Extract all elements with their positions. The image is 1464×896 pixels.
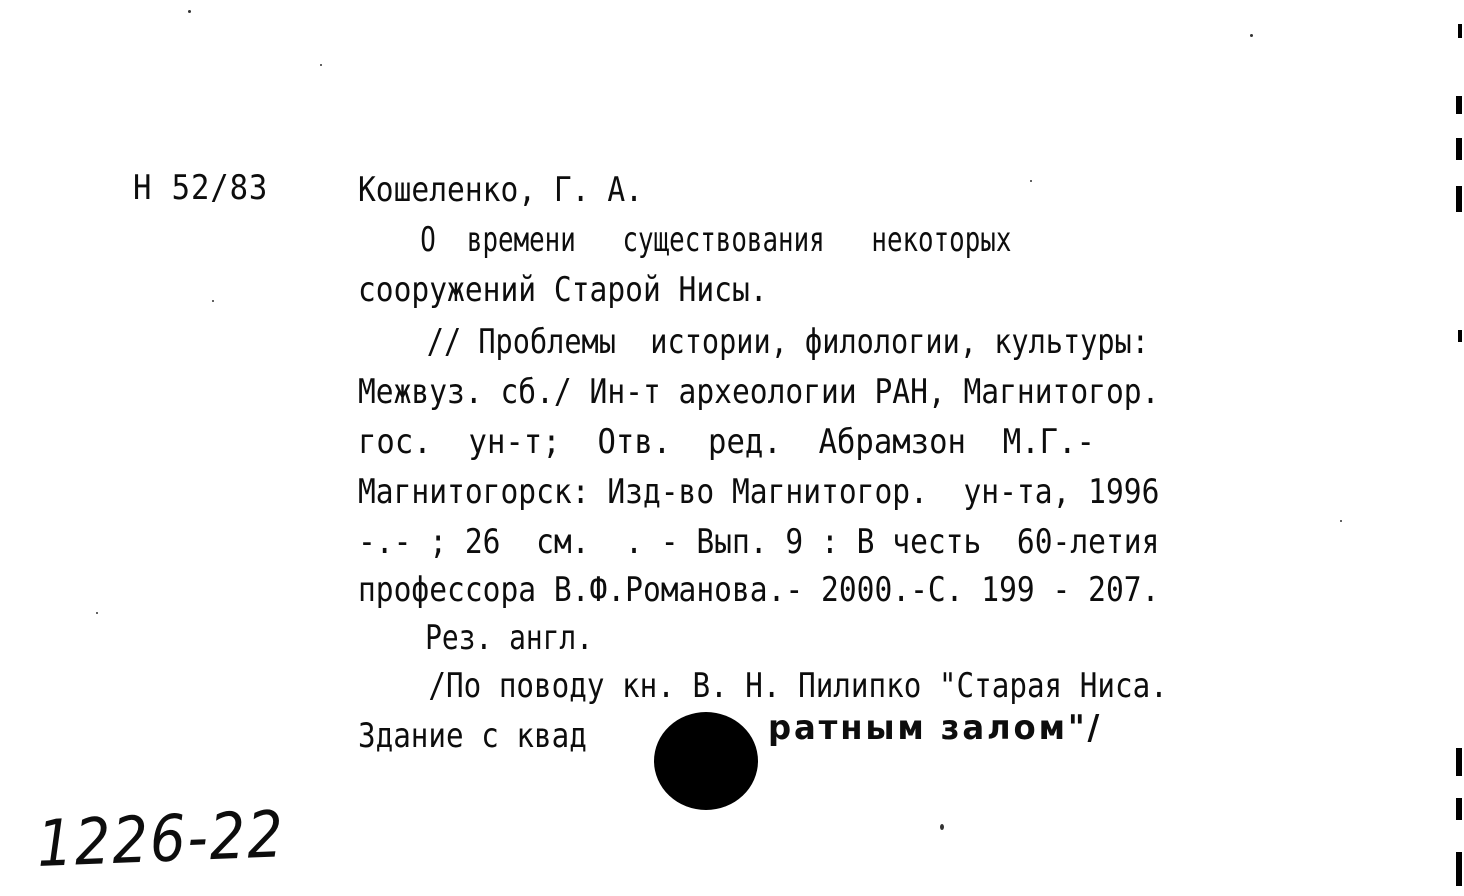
source-line: Магнитогорск: Изд-во Магнитогор. ун-та, 1996 [358, 472, 1160, 512]
edge-mark [1456, 96, 1462, 114]
speck [1340, 520, 1342, 522]
speck [188, 10, 191, 13]
edge-mark [1458, 24, 1462, 38]
title-line: сооружений Старой Нисы. [358, 270, 768, 310]
source-line: // Проблемы истории, филологии, культуры: [358, 322, 1149, 362]
edge-mark [1456, 798, 1462, 820]
edge-mark [1456, 748, 1462, 776]
source-line: гос. ун-т; Отв. ред. Абрамзон М.Г.- [358, 422, 1095, 462]
note-line: Рез. англ. [358, 618, 593, 658]
speck [940, 824, 944, 830]
source-line: профессора В.Ф.Романова.- 2000.-С. 199 - 207. [358, 570, 1160, 610]
speck [96, 612, 98, 614]
punch-hole [654, 712, 758, 810]
edge-mark [1458, 330, 1462, 342]
source-line: Межвуз. сб./ Ин-т археологии РАН, Магнитогор. [358, 372, 1160, 412]
source-line: -.- ; 26 см. . - Вып. 9 : В честь 60-летия [358, 522, 1160, 562]
edge-mark [1456, 138, 1462, 160]
speck [1030, 180, 1032, 182]
speck [320, 64, 322, 66]
note-line: Здание с квад [358, 716, 587, 756]
edge-mark [1456, 186, 1462, 212]
handwritten-completion: ратным залом"/ [768, 708, 1103, 748]
speck [1250, 34, 1253, 37]
handwritten-number: 1226-22 [36, 798, 286, 882]
shelfmark: Н 52/83 [133, 168, 269, 208]
note-line: /По поводу кн. В. Н. Пилипко "Старая Ниса. [358, 666, 1168, 706]
title-line: О времени существования некоторых [358, 220, 1012, 260]
speck [212, 300, 214, 302]
edge-mark [1456, 852, 1462, 886]
author-line: Кошеленко, Г. А. [358, 170, 643, 210]
